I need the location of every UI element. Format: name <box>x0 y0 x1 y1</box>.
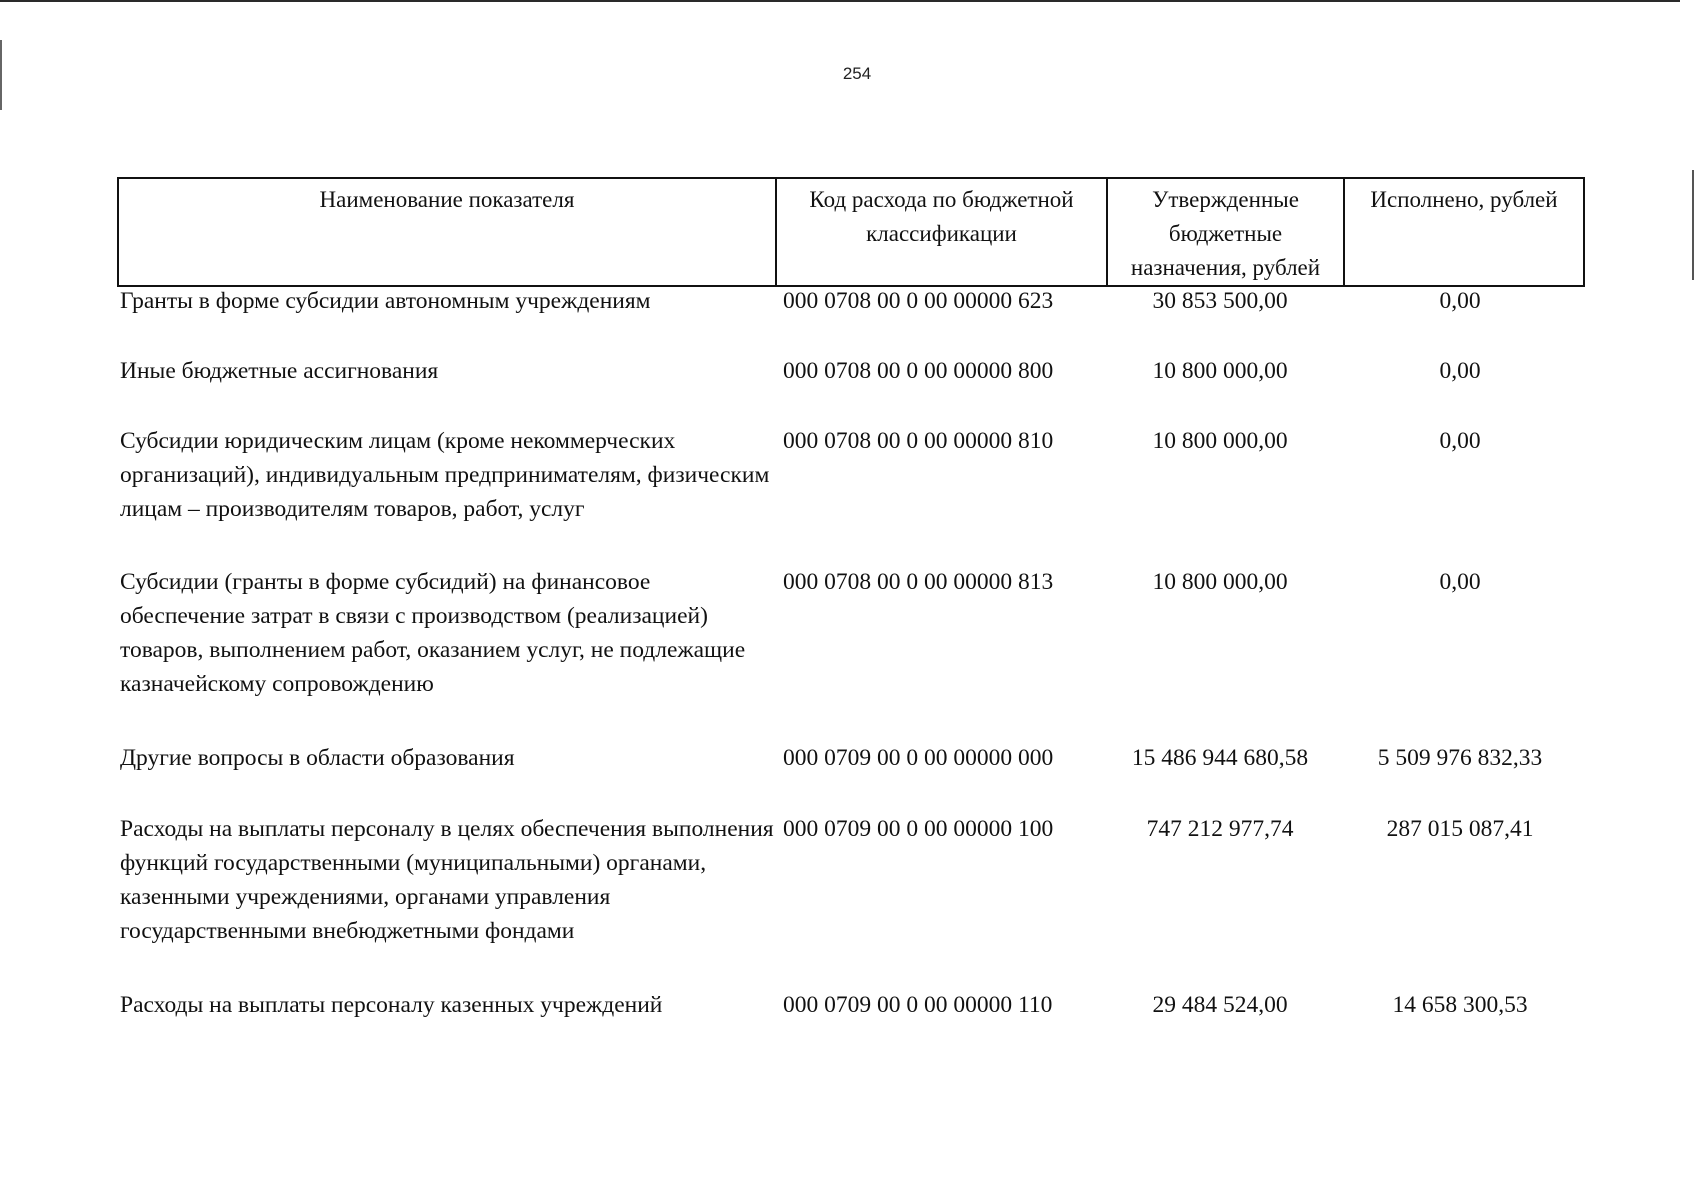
row-approved: 10 800 000,00 <box>1152 358 1288 384</box>
row-name: Иные бюджетные ассигнования <box>120 358 439 384</box>
row-approved: 747 212 977,74 <box>1146 816 1294 842</box>
row-code: 000 0708 00 0 00 00000 810 <box>783 428 1054 454</box>
row-executed: 0,00 <box>1439 569 1481 595</box>
row-approved: 10 800 000,00 <box>1152 569 1288 595</box>
row-name: Расходы на выплаты персоналу казенных учреждений <box>120 992 663 1018</box>
row-name: Гранты в форме субсидии автономным учреждениям <box>120 288 651 314</box>
row-approved: 10 800 000,00 <box>1152 428 1288 454</box>
row-executed: 0,00 <box>1439 288 1481 314</box>
row-name: Расходы на выплаты персоналу в целях обеспечения выполнения функций государственными (муниципальными) органами, казенными учреждениями, органами управления государственными внебюджетными фондами <box>120 816 774 944</box>
page-number: 254 <box>842 64 872 83</box>
row-approved: 30 853 500,00 <box>1152 288 1288 314</box>
row-executed: 0,00 <box>1439 358 1481 384</box>
row-code: 000 0708 00 0 00 00000 813 <box>783 569 1054 595</box>
row-name: Субсидии (гранты в форме субсидий) на финансовое обеспечение затрат в связи с производством (реализацией) товаров, выполнением работ, оказанием услуг, не подлежащие казначейскому сопровождению <box>120 569 746 697</box>
header-executed: Исполнено, рублей <box>1344 178 1584 286</box>
header-approved: Утвержденные бюджетные назначения, рублей <box>1107 178 1344 286</box>
row-name: Субсидии юридическим лицам (кроме некоммерческих организаций), индивидуальным предпринимателям, физическим лицам – производителям товаров, работ, услуг <box>120 428 770 522</box>
row-name: Другие вопросы в области образования <box>120 745 515 771</box>
row-executed: 5 509 976 832,33 <box>1377 745 1543 771</box>
row-code: 000 0709 00 0 00 00000 110 <box>783 992 1053 1018</box>
row-executed: 287 015 087,41 <box>1386 816 1534 842</box>
row-code: 000 0708 00 0 00 00000 623 <box>783 288 1054 314</box>
row-executed: 14 658 300,53 <box>1392 992 1528 1018</box>
row-code: 000 0709 00 0 00 00000 100 <box>783 816 1054 842</box>
row-approved: 29 484 524,00 <box>1152 992 1288 1018</box>
header-name: Наименование показателя <box>118 178 776 286</box>
row-code: 000 0709 00 0 00 00000 000 <box>783 745 1054 771</box>
header-code: Код расхода по бюджетной классификации <box>776 178 1107 286</box>
row-approved: 15 486 944 680,58 <box>1131 745 1309 771</box>
row-code: 000 0708 00 0 00 00000 800 <box>783 358 1054 384</box>
row-executed: 0,00 <box>1439 428 1481 454</box>
